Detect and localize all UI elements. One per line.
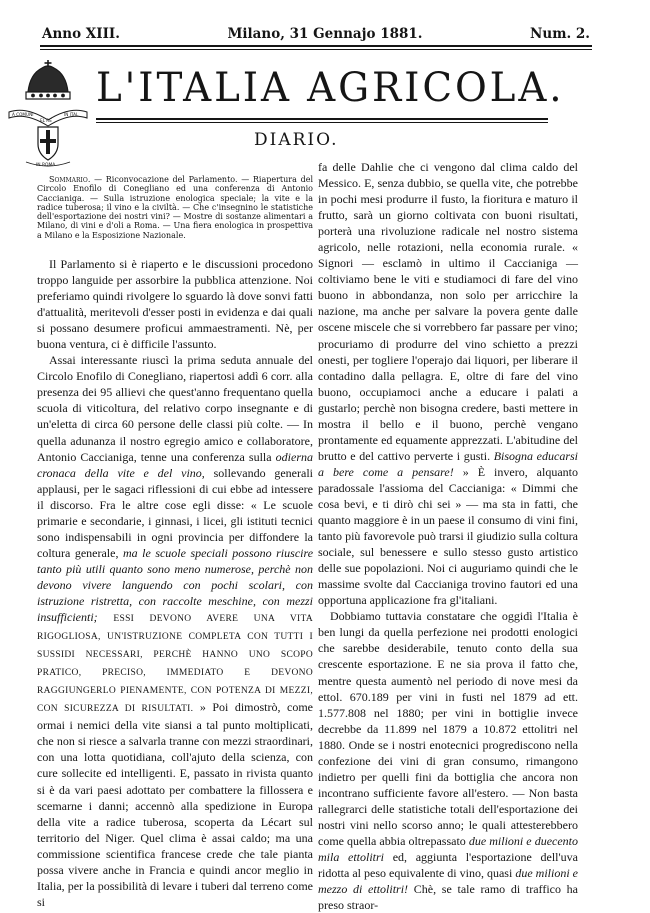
svg-text:A COMUNI EL RE IN	[12, 112, 79, 123]
summary-label: Sommario.	[49, 175, 91, 184]
issue-date: Milano, 31 Gennajo 1881.	[227, 26, 423, 42]
issue-year: Anno XIII.	[42, 26, 120, 42]
header-rule-thin	[40, 49, 592, 50]
paragraph-parlamento: Il Parlamento si è riaperto e le discussioni procedono troppo languide per assorbire la pubblica attenzione. Noi preferiamo quindi rivolgere lo sguardo là dove sonvi fatti d'attualità, meritevoli d'esser posti in evidenza e dai quali si possano desumere proficui ammaestramenti. Nè, per buona ventura, ci è difficile l'assunto.	[37, 257, 313, 352]
savoy-shield-icon	[38, 127, 58, 160]
italic-due-milioni-mezzo: due milioni e mezzo di ettolitri!	[318, 866, 579, 897]
ribbon-text-1: A COMUNI	[12, 112, 34, 117]
summary-block	[37, 175, 313, 240]
paragraph-esportazione: Dobbiamo tuttavia constatare che oggidì l'Italia è ben lungi da quella perfezione nei prodotti enologici che sarebbe desiderabile, tenuto conto della sua crescente esportazione. E ne sia prova il fatto che, mentre questa aumentò nel periodo di nove mesi da ettol. 670.189 per vini in fusti nel 1879 ad ett. 1.577.808 nel 1880; per vini in bottiglie invece decrebbe da 11.899 nel 1879 a 10.872 ettolitri nel 1880. Onde se i nostri enotecnici progrediscono nella confezione dei vini di gran consumo, rimangono indietro per quelli fini da bottiglia che ancora non incontrano sufficiente favore all'estero. — Non basta rallegrarci delle statistiche totali dell'esportazione dei nostri vini nello scorso anno; le quali attesterebbero come quella abbia oltrepassato due milioni e duecento mila ettolitri ed, aggiunta l'esportazione dell'uva ridotta al peso equivalente di vino, quasi due milioni e mezzo di ettolitri! Chè, se tale ramo di traffico ha preso straor-	[318, 609, 579, 913]
newspaper-title: L'ITALIA AGRICOLA.	[96, 65, 565, 111]
summary-text: — Riconvocazione del Parlamento. — Riapertura del Circolo Enofilo di Conegliano ed una conferenza di Antonio Caccianiga. — Sulla istruzione enologica speciale; la vite e la radice tuberosa; il vino e la civiltà. — Che c'insegnino le statistiche dell'esportazione dei nostri vini? — Mostre di sostanze alimentari a Milano, di vini e d'oli a Roma. — Una fiera enologica in prospettiva a Milano e la Esposizione Nazionale.	[37, 175, 313, 240]
ribbon-text-2: EL RE	[40, 118, 52, 123]
italic-due-milioni-duecento: due milioni e duecento mila ettolitri	[318, 833, 579, 865]
masthead-info-line	[42, 26, 590, 42]
paragraph-circolo-enofilo: Assai interessante riuscì la prima seduta annuale del Circolo Enofilo di Conegliano, riapertosi addì 6 corr. alla presenza dei 95 allievi che quest'anno frequentano quella scuola di viticoltura, del relativo corpo insegnante e di un'eletta di circa 60 persone delle classi più colte. — In quella adunanza il nostro egregio amico e collaboratore, Antonio Caccianiga, tenne una conferenza sulla odierna cronaca della vite e del vino, sollevando generali applausi, per le sagaci riflessioni di cui ebbe ad intessere il discorso. Fra le altre cose egli disse: « Le scuole primarie e secondarie, i ginnasi, i licei, gli istituti tecnici sono indispensabili in ogni provincia per diffondere la coltura generale, ma le scuole speciali possono riuscire tanto più utili quanto sono meno numerose, perchè non devono vivere languendo con pochi scolari, con istruzione ristretta, con raccolte meschine, con mezzi insufficienti; ESSI DEVONO AVERE UNA VITA RIGOGLIOSA, UN'ISTRUZIONE COMPLETA CON TUTTI I SUSSIDI NECESSARI, PERCHÈ HANNO UNO SCOPO PRATICO, PRECISO, IMMEDIATO E DEVONO RAGGIUNGERLO PIENAMENTE, CON POTENZA DI MEZZI, CON SICUREZZA DI RISULTATI. » Poi dimostrò, come ormai i nemici della vite siansi a tal punto moltiplicati, che non si riesce a salvarla tranne con mezzi straordinari, con una lotta quotidiana, coll'ajuto della scienza, con cure sollecite ed intelligenti. E, passato in rivista quanto si è da vari paesi adottato per combattere la fillossera e scemarne i danni; accennò alla spedizione in Europa della vite a radice tuberosa, scoperta da Lécart sul territorio del Niger. Quel clima è assai caldo; ma una commissione scientifica francese crede che tale pianta possa vivere anche in Francia e quindi ancor meglio in Italia, per la possibilità di levare i tuberi dal terreno come si	[37, 353, 314, 909]
title-rule-thick	[96, 118, 548, 120]
section-heading-diario: DIARIO.	[254, 130, 339, 150]
right-column	[318, 159, 578, 913]
ribbon-text-3: IN ITAL	[64, 112, 79, 117]
crown-icon	[26, 60, 70, 99]
italic-scuole-speciali: ma le scuole speciali possono riuscire tanto più utili quanto sono meno numerose, perchè non devono vivere languendo con pochi scolari, con istruzione ristretta, con raccolte meschine, con mezzi insufficienti;	[37, 545, 314, 625]
royal-crown-crest-emblem	[6, 54, 90, 174]
emblem-caption: IN ROMA	[36, 163, 56, 168]
italic-cronaca-vite: odierna cronaca della vite e del vino,	[37, 449, 313, 480]
title-rule-thin	[96, 122, 548, 123]
left-column	[37, 256, 313, 910]
italic-bisogna-educarsi: Bisogna educarsi a bere come a pensare!	[318, 448, 579, 479]
smallcaps-vita-rigogliosa: ESSI DEVONO AVERE UNA VITA RIGOGLIOSA, UN'ISTRUZIONE COMPLETA CON TUTTI I SUSSIDI NECESSARI, PERCHÈ HANNO UNO SCOPO PRATICO, PRECISO, IMMEDIATO E DEVONO RAGGIUNGERLO PIENAMENTE, CON POTENZA DI MEZZI, CON SICUREZZA DI RISULTATI.	[37, 614, 313, 715]
issue-number: Num. 2.	[530, 26, 590, 42]
header-rule-thick	[40, 45, 592, 47]
paragraph-dahlie-continued: fa delle Dahlie che ci vengono dal clima caldo del Messico. E, senza dubbio, se quella vite, che potrebbe in pochi mesi produrre il fusto, la fioritura e maturo il frutto, sarà un giorno coltivata con buoni risultati, porterà una rivoluzione radicale nel nostro sistema agricolo, nelle rotazioni, nella economia rurale. « Signori — esclamò in ultimo il Caccianiga — coltiviamo bene le viti e studiamoci di fare del vino buono in abbondanza, non solo per arricchire la nazione, ma anche per salvare la povera gente dalle oscene miscele che si vorrebbero far passare per vino; procuriamo di produrre del vino schietto a prezzi onesti, per togliere l'operajo dai liquori, per liberare il contadino dalla pellagra. E, oltre di fare del vino buono, occupiamoci anche a educare i palati a gustarlo; perchè non bisogna credere, basti mettere in mostra il bello e il buono, perchè vengano prontamente ed equamente apprezzati. L'abitudine del brutto e del cattivo perverte i gusti. Bisogna educarsi a bere come a pensare! » È invero, alquanto paradossale l'assioma del Caccianiga: « Dimmi che cosa bevi, e ti dirò chi sei » — ma sta in fatti, che quanto maggiore è in un paese il consumo di vini fini, tanto più favorevole può trarsi il giudizio sulla coltura sociale, sul benessere e sullo stesso gusto artistico delle sue popolazioni. Noi ci auguriamo quindi che le massime svolte dal Caccianiga trovino fautori ed una opportuna applicazione fra gl'italiani.	[318, 160, 579, 608]
